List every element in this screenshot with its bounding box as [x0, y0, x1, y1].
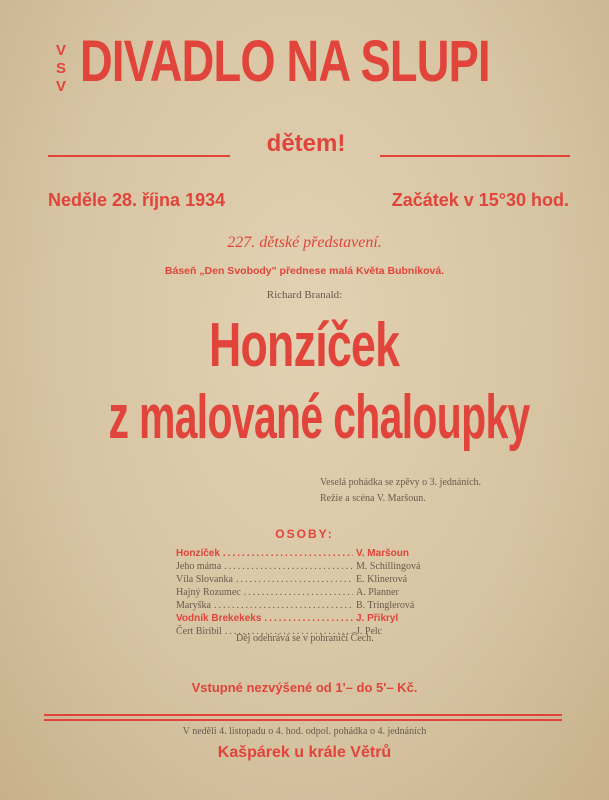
cast-role: Honzíček [176, 548, 220, 559]
leader-dots [223, 547, 353, 560]
next-show-info: V neděli 4. listopadu o 4. hod. odpol. pohádka o 4. jednáních [182, 726, 427, 737]
cast-row [176, 560, 466, 573]
cast-actor: A. Planner [356, 587, 399, 598]
theater-title: DIVADLO NA SLUPI [80, 29, 490, 94]
cast-role: Jeho máma [176, 561, 222, 572]
leader-dots [214, 599, 353, 612]
cast-actor: J. Pelc [356, 626, 383, 637]
bottom-rule [44, 719, 562, 721]
cast-role: Vodník Brekekeks [176, 613, 262, 624]
vsv-letter: S [55, 60, 66, 77]
cast-role: Víla Slovanka [176, 574, 233, 585]
cast-actor: J. Přikryl [356, 613, 399, 624]
leader-dots [236, 573, 353, 586]
cast-actor: E. Klinerová [356, 574, 408, 585]
play-direction: Režie a scéna V. Maršoun. [320, 493, 426, 504]
cast-row [176, 573, 466, 586]
cast-row [176, 547, 466, 560]
show-number: 227. dětské představení. [227, 234, 382, 251]
vsv-letter: V [55, 78, 66, 95]
cast-actor: B. Tringlerová [356, 600, 415, 611]
play-author: Richard Branald: [266, 289, 343, 301]
title-rule-left [48, 155, 230, 157]
play-title-line2-text: z malované chaloupky [108, 383, 530, 452]
admission-price: Vstupné nezvýšené od 1'– do 5'– Kč. [191, 680, 418, 695]
vsv-letter: V [55, 42, 66, 59]
for-children-label: dětem! [266, 130, 346, 157]
vsv-mark [52, 42, 70, 96]
leader-dots [224, 560, 353, 573]
bottom-rule [44, 714, 562, 716]
cast-heading: OSOBY: [275, 527, 334, 541]
play-title-line2 [0, 384, 609, 452]
leader-dots [264, 612, 353, 625]
leader-dots [244, 586, 353, 599]
cast-actor: V. Maršoun [356, 548, 409, 559]
recital-note: Báseň „Den Svobody" přednese malá Květa Bubníková. [164, 265, 445, 277]
title-rule-right [380, 155, 570, 157]
performance-start-time: Začátek v 15°30 hod. [391, 190, 569, 210]
play-genre: Veselá pohádka se zpěvy o 3. jednáních. [320, 477, 482, 488]
performance-date: Neděle 28. října 1934 [48, 190, 226, 210]
cast-role: Čert Biribil [176, 626, 222, 637]
cast-row [176, 612, 466, 625]
play-title-line1 [0, 312, 609, 380]
next-show-title: Kašpárek u krále Větrů [217, 744, 392, 761]
cast-role: Hajný Rozumec [176, 587, 241, 598]
cast-role: Maryška [176, 600, 211, 611]
play-title-line1-text: Honzíček [209, 311, 400, 380]
cast-list [176, 547, 466, 638]
cast-row [176, 586, 466, 599]
cast-row [176, 599, 466, 612]
cast-actor: M. Schillingová [356, 561, 421, 572]
setting-note: Děj odehrává se v pohraničí Čech. [236, 633, 374, 644]
